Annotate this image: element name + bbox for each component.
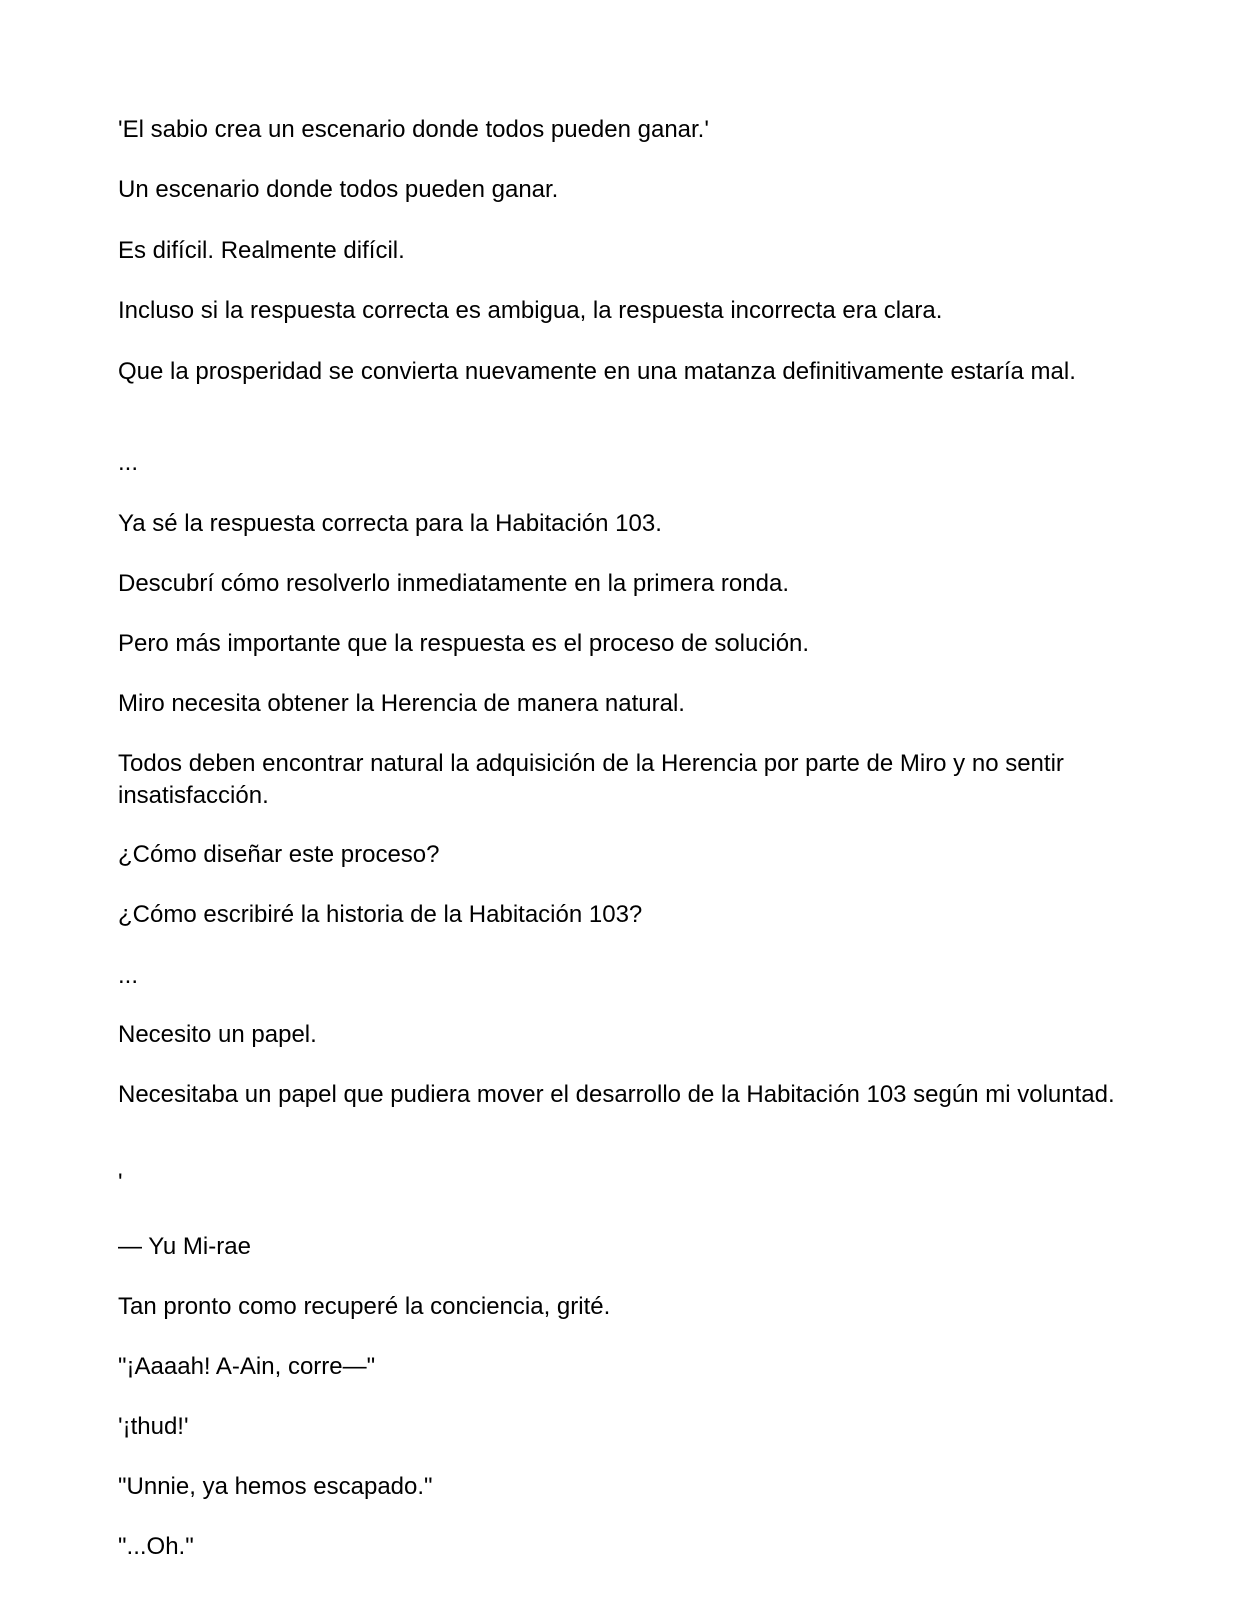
paragraph-5: Que la prosperidad se convierta nuevamente en una matanza definitivamente estaría mal. bbox=[118, 358, 1076, 385]
paragraph-7: Ya sé la respuesta correcta para la Habitación 103. bbox=[118, 510, 662, 537]
paragraph-4: Incluso si la respuesta correcta es ambigua, la respuesta incorrecta era clara. bbox=[118, 297, 943, 324]
paragraph-6: ... bbox=[118, 449, 139, 476]
paragraph-1: 'El sabio crea un escenario donde todos pueden ganar.' bbox=[118, 116, 709, 143]
paragraph-19: Tan pronto como recuperé la conciencia, grité. bbox=[118, 1293, 611, 1320]
paragraph-3: Es difícil. Realmente difícil. bbox=[118, 237, 405, 264]
paragraph-22: "Unnie, ya hemos escapado." bbox=[118, 1473, 433, 1500]
paragraph-14: ... bbox=[118, 962, 139, 989]
paragraph-21: '¡thud!' bbox=[118, 1413, 189, 1440]
paragraph-17: ' bbox=[118, 1169, 123, 1196]
paragraph-23: "...Oh." bbox=[118, 1533, 194, 1560]
paragraph-13: ¿Cómo escribiré la historia de la Habitación 103? bbox=[118, 901, 643, 928]
paragraph-9: Pero más importante que la respuesta es el proceso de solución. bbox=[118, 630, 810, 657]
paragraph-20: "¡Aaaah! A-Ain, corre—" bbox=[118, 1353, 376, 1380]
paragraph-16: Necesitaba un papel que pudiera mover el desarrollo de la Habitación 103 según mi voluntad. bbox=[118, 1081, 1115, 1108]
paragraph-18: — Yu Mi-rae bbox=[118, 1233, 251, 1260]
paragraph-15: Necesito un papel. bbox=[118, 1021, 317, 1048]
paragraph-11: Todos deben encontrar natural la adquisición de la Herencia por parte de Miro y no sentir insatisfacción. bbox=[118, 750, 1064, 809]
paragraph-2: Un escenario donde todos pueden ganar. bbox=[118, 176, 559, 203]
paragraph-8: Descubrí cómo resolverlo inmediatamente en la primera ronda. bbox=[118, 570, 789, 597]
paragraph-12: ¿Cómo diseñar este proceso? bbox=[118, 841, 440, 868]
paragraph-10: Miro necesita obtener la Herencia de manera natural. bbox=[118, 690, 685, 717]
